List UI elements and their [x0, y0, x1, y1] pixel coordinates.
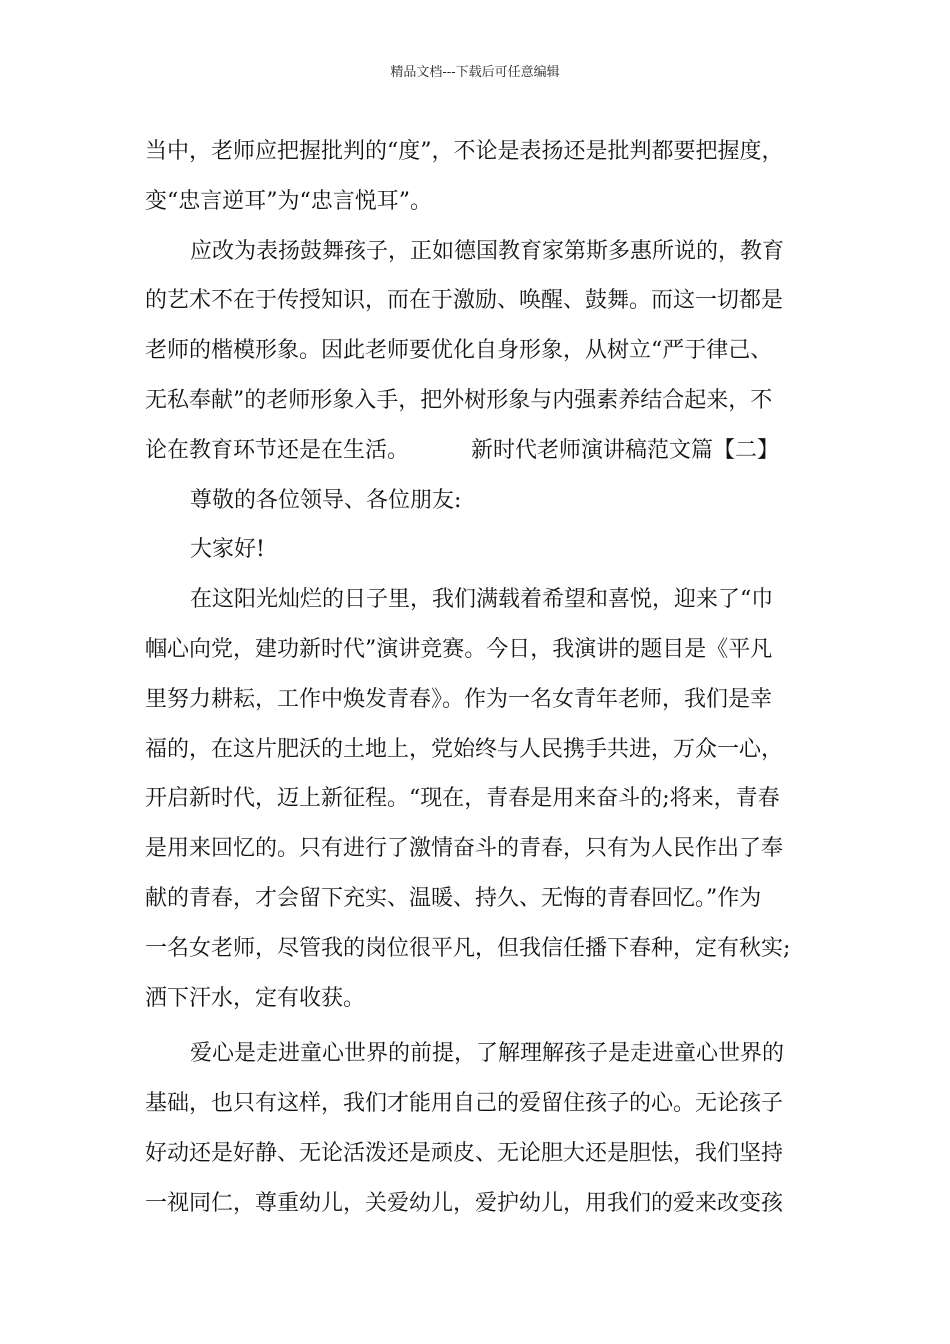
text-line: 老师的楷模形象。因此老师要优化自身形象，从树立“严于律己、	[145, 338, 773, 364]
text-line: 无私奉献”的老师形象入手，把外树形象与内强素养结合起来，不	[145, 387, 773, 413]
text-line: 当中，老师应把握批判的“度”，不论是表扬还是批判都要把握度，	[145, 139, 784, 164]
salutation: 尊敬的各位领导、各位朋友:	[190, 487, 462, 513]
text-line: 一名女老师，尽管我的岗位很平凡，但我信任播下春种，定有秋实;	[145, 935, 791, 961]
text-line: 在这阳光灿烂的日子里，我们满载着希望和喜悦，迎来了“巾	[190, 587, 774, 613]
text-line: 里努力耕耘，工作中焕发青春》。作为一名女青年老师，我们是幸	[145, 686, 773, 712]
text-line: 献的青春，才会留下充实、温暖、持久、无悔的青春回忆。”作为	[145, 885, 762, 911]
greeting: 大家好!	[190, 537, 265, 563]
text-line: 是用来回忆的。只有进行了激情奋斗的青春，只有为人民作出了奉	[145, 836, 784, 862]
paragraph-end-text: 论在教育环节还是在生活。	[145, 437, 410, 463]
text-line: 福的，在这片肥沃的土地上，党始终与人民携手共进，万众一心，	[145, 736, 784, 762]
page-header: 精品文档---下载后可任意编辑	[390, 65, 560, 80]
text-line: 好动还是好静、无论活泼还是顽皮、无论胆大还是胆怯，我们坚持	[145, 1140, 784, 1166]
text-line: 开启新时代，迈上新征程。“现在，青春是用来奋斗的;将来，青春	[145, 786, 780, 812]
text-line: 洒下汗水，定有收获。	[145, 985, 366, 1011]
text-line: 爱心是走进童心世界的前提，了解理解孩子是走进童心世界的	[190, 1041, 785, 1067]
text-line: 变“忠言逆耳”为“忠言悦耳”。	[145, 188, 432, 214]
text-line: 帼心向党，建功新时代”演讲竞赛。今日，我演讲的题目是《平凡	[145, 636, 773, 662]
text-line: 基础，也只有这样，我们才能用自己的爱留住孩子的心。无论孩子	[145, 1091, 784, 1117]
text-line: 的艺术不在于传授知识，而在于激励、唤醒、鼓舞。而这一切都是	[145, 288, 784, 314]
text-line: 应改为表扬鼓舞孩子，正如德国教育家第斯多惠所说的，教育	[190, 238, 785, 264]
text-line	[145, 426, 810, 476]
section-heading: 新时代老师演讲稿范文篇【二】	[471, 437, 780, 463]
document-body	[145, 127, 810, 1229]
text-line: 一视同仁，尊重幼儿，关爱幼儿，爱护幼儿，用我们的爱来改变孩	[145, 1190, 784, 1216]
